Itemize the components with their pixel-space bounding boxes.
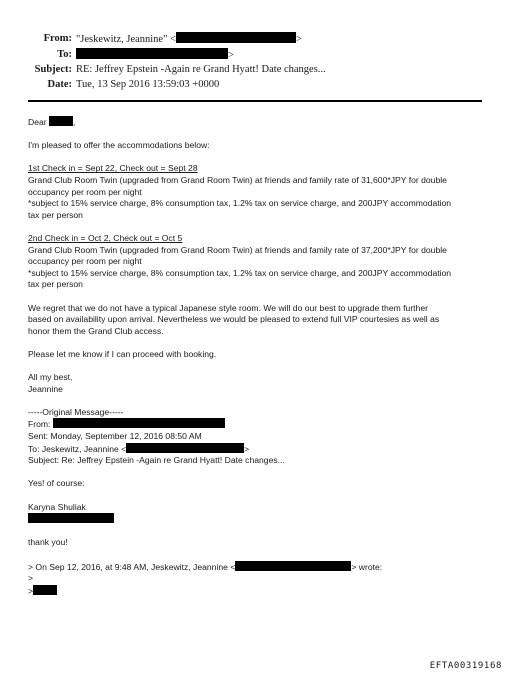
redaction-bar: [235, 561, 351, 571]
quote-line: [28, 561, 490, 574]
header-subject-value: RE: Jeffrey Epstein -Again re Grand Hyatt! Date changes...: [76, 64, 326, 75]
email-body: [28, 116, 490, 597]
regret-line: We regret that we do not have a typical Japanese style room. We will do our best to upgrade them further: [28, 302, 428, 313]
redaction-bar: [176, 32, 296, 43]
signoff: All my best,: [28, 372, 73, 383]
reply-redacted-line: [28, 513, 490, 526]
original-from-label: From:: [28, 419, 51, 430]
regret-line: based on availability upon arrival. Nevertheless we would be pleased to extend full VIP courtesies as well as: [28, 314, 440, 325]
quote-wrote: > wrote:: [351, 561, 383, 572]
redaction-bar: [28, 513, 114, 523]
stay2-line: *subject to 15% service charge, 8% consumption tax, 1.2% tax on service charge, and 200JPY accommodation: [28, 267, 452, 278]
header-divider: [28, 100, 482, 102]
email-header: [0, 32, 512, 92]
greeting: Dear: [28, 117, 47, 127]
original-to-label: To: Jeskewitz, Jeannine <: [28, 443, 127, 454]
bracket-close: >: [295, 34, 302, 45]
redaction-bar: [126, 443, 244, 453]
quote-marker: >: [28, 573, 34, 584]
original-from-line: [28, 418, 490, 431]
header-from-row: [0, 32, 512, 48]
redaction-bar: [76, 48, 228, 59]
header-date-row: [0, 78, 512, 93]
sender-name: "Jeskewitz, Jeannine" <: [76, 34, 176, 45]
header-date-label: Date:: [47, 78, 72, 90]
stay1-line: occupancy per room per night: [28, 186, 142, 197]
intro-text: I'm pleased to offer the accommodations below:: [28, 140, 210, 151]
reply-name: Karyna Shuliak: [28, 501, 86, 512]
quote-prefix: > On Sep 12, 2016, at 9:48 AM, Jeskewitz, Jeannine <: [28, 561, 236, 572]
header-from-label: From:: [43, 33, 72, 44]
stay2-line: tax per person: [28, 279, 83, 290]
stay1-line: *subject to 15% service charge, 8% consumption tax, 1.2% tax on service charge, and 200JPY accommodation: [28, 198, 452, 209]
reply-text: Yes! of course:: [28, 478, 85, 489]
header-date-value: Tue, 13 Sep 2016 13:59:03 +0000: [76, 78, 220, 90]
greeting-line: [28, 116, 490, 129]
greeting-comma: ,: [73, 117, 76, 127]
redaction-bar: [33, 585, 57, 595]
regret-line: honor them the Grand Club access.: [28, 325, 164, 336]
header-subject-label: Subject:: [34, 64, 72, 75]
header-to-row: [0, 48, 512, 64]
bracket-close: >: [244, 443, 250, 454]
header-to-label: To:: [57, 48, 72, 60]
stay2-line: Grand Club Room Twin (upgraded from Grand Room Twin) at friends and family rate of 37,200*JPY for double: [28, 244, 447, 255]
quote-marker-line: [28, 585, 490, 598]
original-to-line: [28, 443, 490, 456]
signature: Jeannine: [28, 383, 63, 394]
original-sent-line: Sent: Monday, September 12, 2016 08:50 AM: [28, 431, 202, 442]
bates-number: EFTA00319168: [429, 661, 502, 671]
original-subject-line: Subject: Re: Jeffrey Epstein -Again re Grand Hyatt! Date changes...: [28, 455, 285, 466]
header-subject-row: [0, 63, 512, 78]
redaction-bar: [53, 418, 225, 428]
redaction-bar: [49, 116, 76, 127]
stay1-line: tax per person: [28, 209, 83, 220]
original-message-marker: -----Original Message-----: [28, 406, 124, 417]
quote-marker: >: [28, 585, 34, 596]
bracket-close: >: [228, 49, 234, 61]
stay1-line: Grand Club Room Twin (upgraded from Grand Room Twin) at friends and family rate of 31,600*JPY for double: [28, 174, 447, 185]
thanks-text: thank you!: [28, 537, 68, 548]
stay2-line: occupancy per room per night: [28, 256, 142, 267]
header-to-value: [76, 48, 234, 64]
stay2-heading: 2nd Check in = Oct 2, Check out = Oct 5: [28, 232, 183, 243]
stay1-heading: 1st Check in = Sept 22, Check out = Sept 28: [28, 163, 198, 174]
header-from-value: [76, 32, 302, 48]
proceed-text: Please let me know if I can proceed with booking.: [28, 348, 217, 359]
